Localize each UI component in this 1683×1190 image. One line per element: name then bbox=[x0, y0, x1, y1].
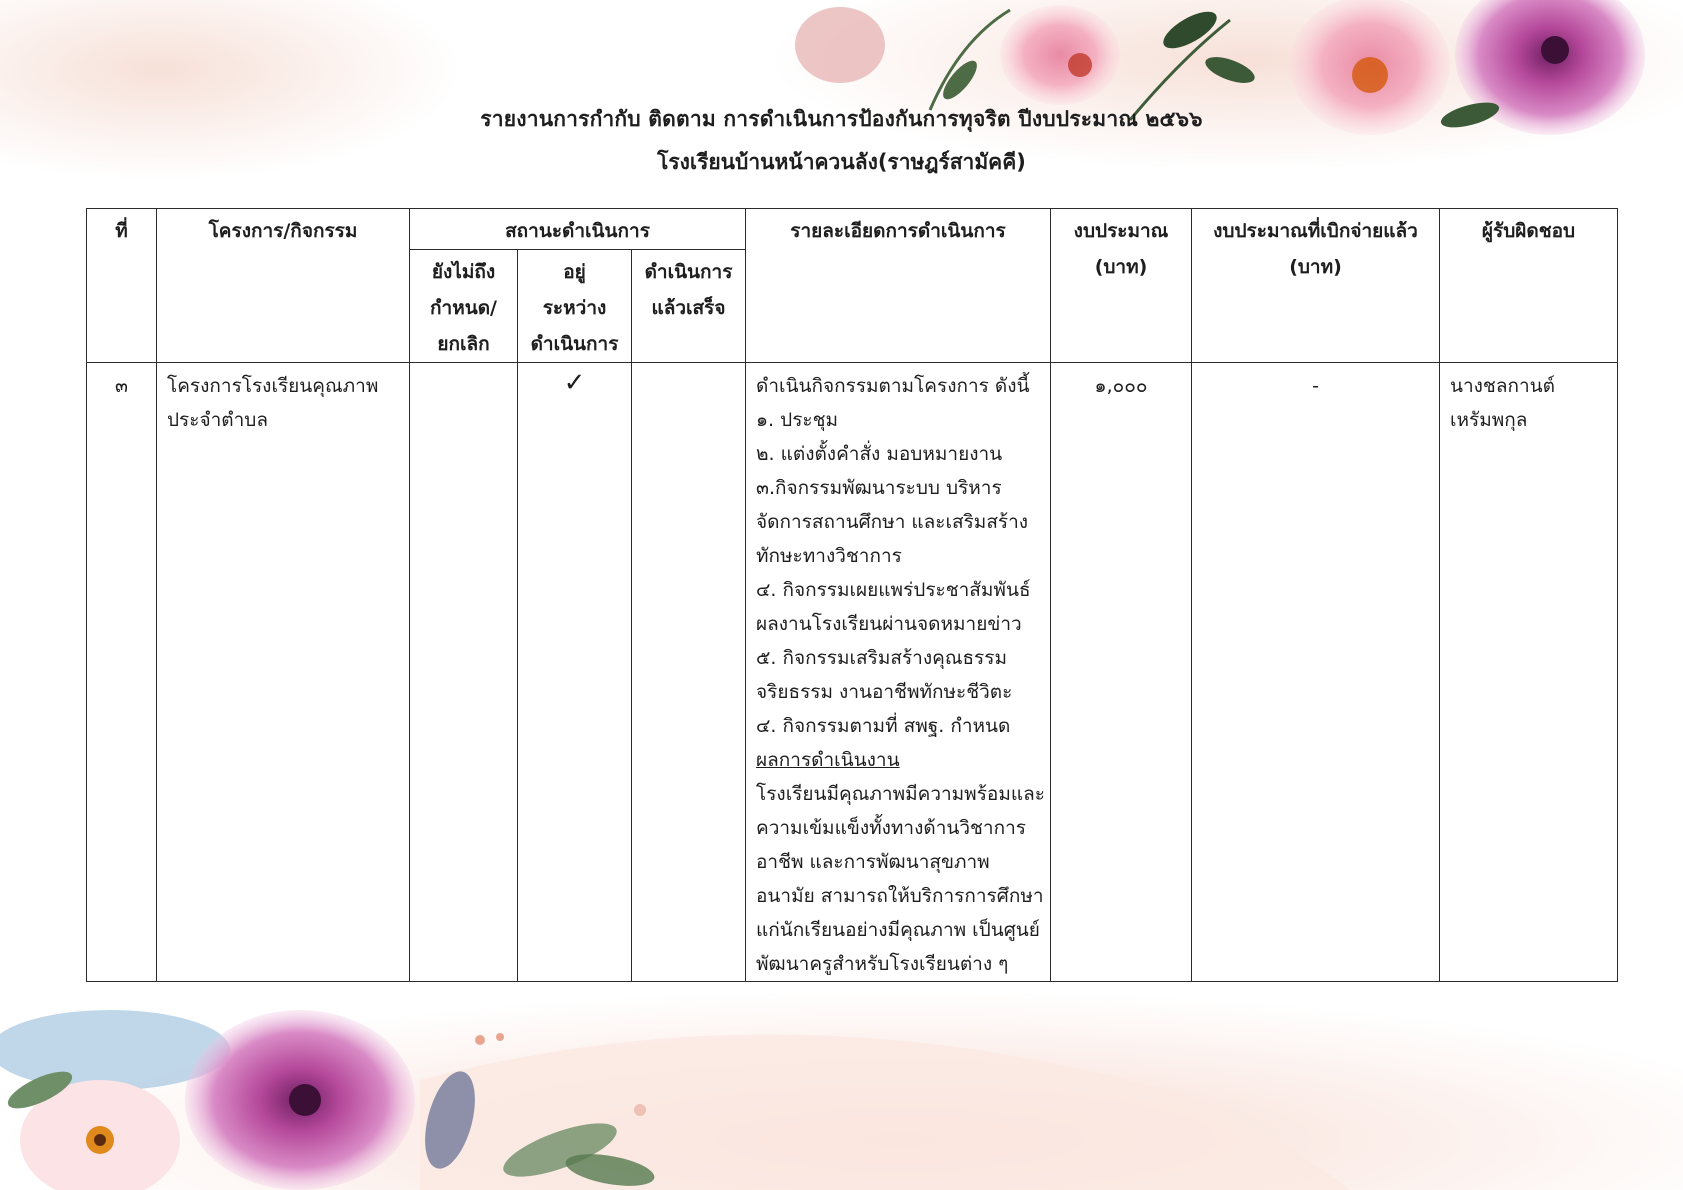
row-disbursed: - bbox=[1192, 363, 1440, 982]
row-status-done bbox=[632, 363, 746, 982]
row-status-not-due bbox=[410, 363, 518, 982]
header-project: โครงการ/กิจกรรม bbox=[157, 209, 410, 363]
header-status-in-progress: อยู่ ระหว่าง ดำเนินการ bbox=[518, 250, 632, 363]
check-icon: ✓ bbox=[563, 368, 586, 398]
row-responsible: นางชลกานต์ เหรัมพกุล bbox=[1440, 363, 1618, 982]
report-title: รายงานการกำกับ ติดตาม การดำเนินการป้องกันการทุจริต ปีงบประมาณ ๒๕๖๖ bbox=[480, 107, 1203, 131]
result-heading: ผลการดำเนินงาน bbox=[756, 749, 900, 771]
row-details: ดำเนินกิจกรรมตามโครงการ ดังนี้ ๑. ประชุม ๒. แต่งตั้งคำสั่ง มอบหมายงาน ๓.กิจกรรมพัฒนาระบบ บริหาร จัดการสถานศึกษา และเสริมสร้าง ทักษะทางวิชาการ ๔. กิจกรรมเผยแพร่ประชาสัมพันธ์ ผลงานโรงเรียนผ่านจดหมายข่าว ๕. กิจกรรมเสริมสร้างคุณธรรม จริยธรรม งานอาชีพทักษะชีวิตะ ๔. กิจกรรมตามที่ สพฐ. กำหนด ผลการดำเนินงาน โรงเรียนมีคุณภาพมีความพร้อมและ ความเข้มแข็งทั้งทางด้านวิชาการ อาชีพ และการพัฒนาสุขภาพ อนามัย สามารถให้บริการการศึกษา แก่นักเรียนอย่างมีคุณภาพ เป็นศูนย์ พัฒนาครูสำหรับโรงเรียนต่าง ๆ bbox=[746, 363, 1051, 982]
school-name: โรงเรียนบ้านหน้าควนลัง(ราษฎร์สามัคคี) bbox=[657, 150, 1026, 174]
header-responsible: ผู้รับผิดชอบ bbox=[1440, 209, 1618, 363]
row-status-in-progress bbox=[518, 363, 632, 982]
header-details: รายละเอียดการดำเนินการ bbox=[746, 209, 1051, 363]
header-status-done: ดำเนินการ แล้วเสร็จ bbox=[632, 250, 746, 363]
header-budget: งบประมาณ (บาท) bbox=[1051, 209, 1192, 363]
report-table bbox=[86, 208, 1618, 982]
header-status-not-due: ยังไม่ถึง กำหนด/ ยกเลิก bbox=[410, 250, 518, 363]
row-budget: ๑,๐๐๐ bbox=[1051, 363, 1192, 982]
header-disbursed: งบประมาณที่เบิกจ่ายแล้ว (บาท) bbox=[1192, 209, 1440, 363]
row-project: โครงการโรงเรียนคุณภาพ ประจำตำบล bbox=[157, 363, 410, 982]
row-no: ๓ bbox=[87, 363, 157, 982]
header-status: สถานะดำเนินการ bbox=[410, 209, 746, 250]
header-no: ที่ bbox=[87, 209, 157, 363]
table-row bbox=[87, 363, 1618, 982]
